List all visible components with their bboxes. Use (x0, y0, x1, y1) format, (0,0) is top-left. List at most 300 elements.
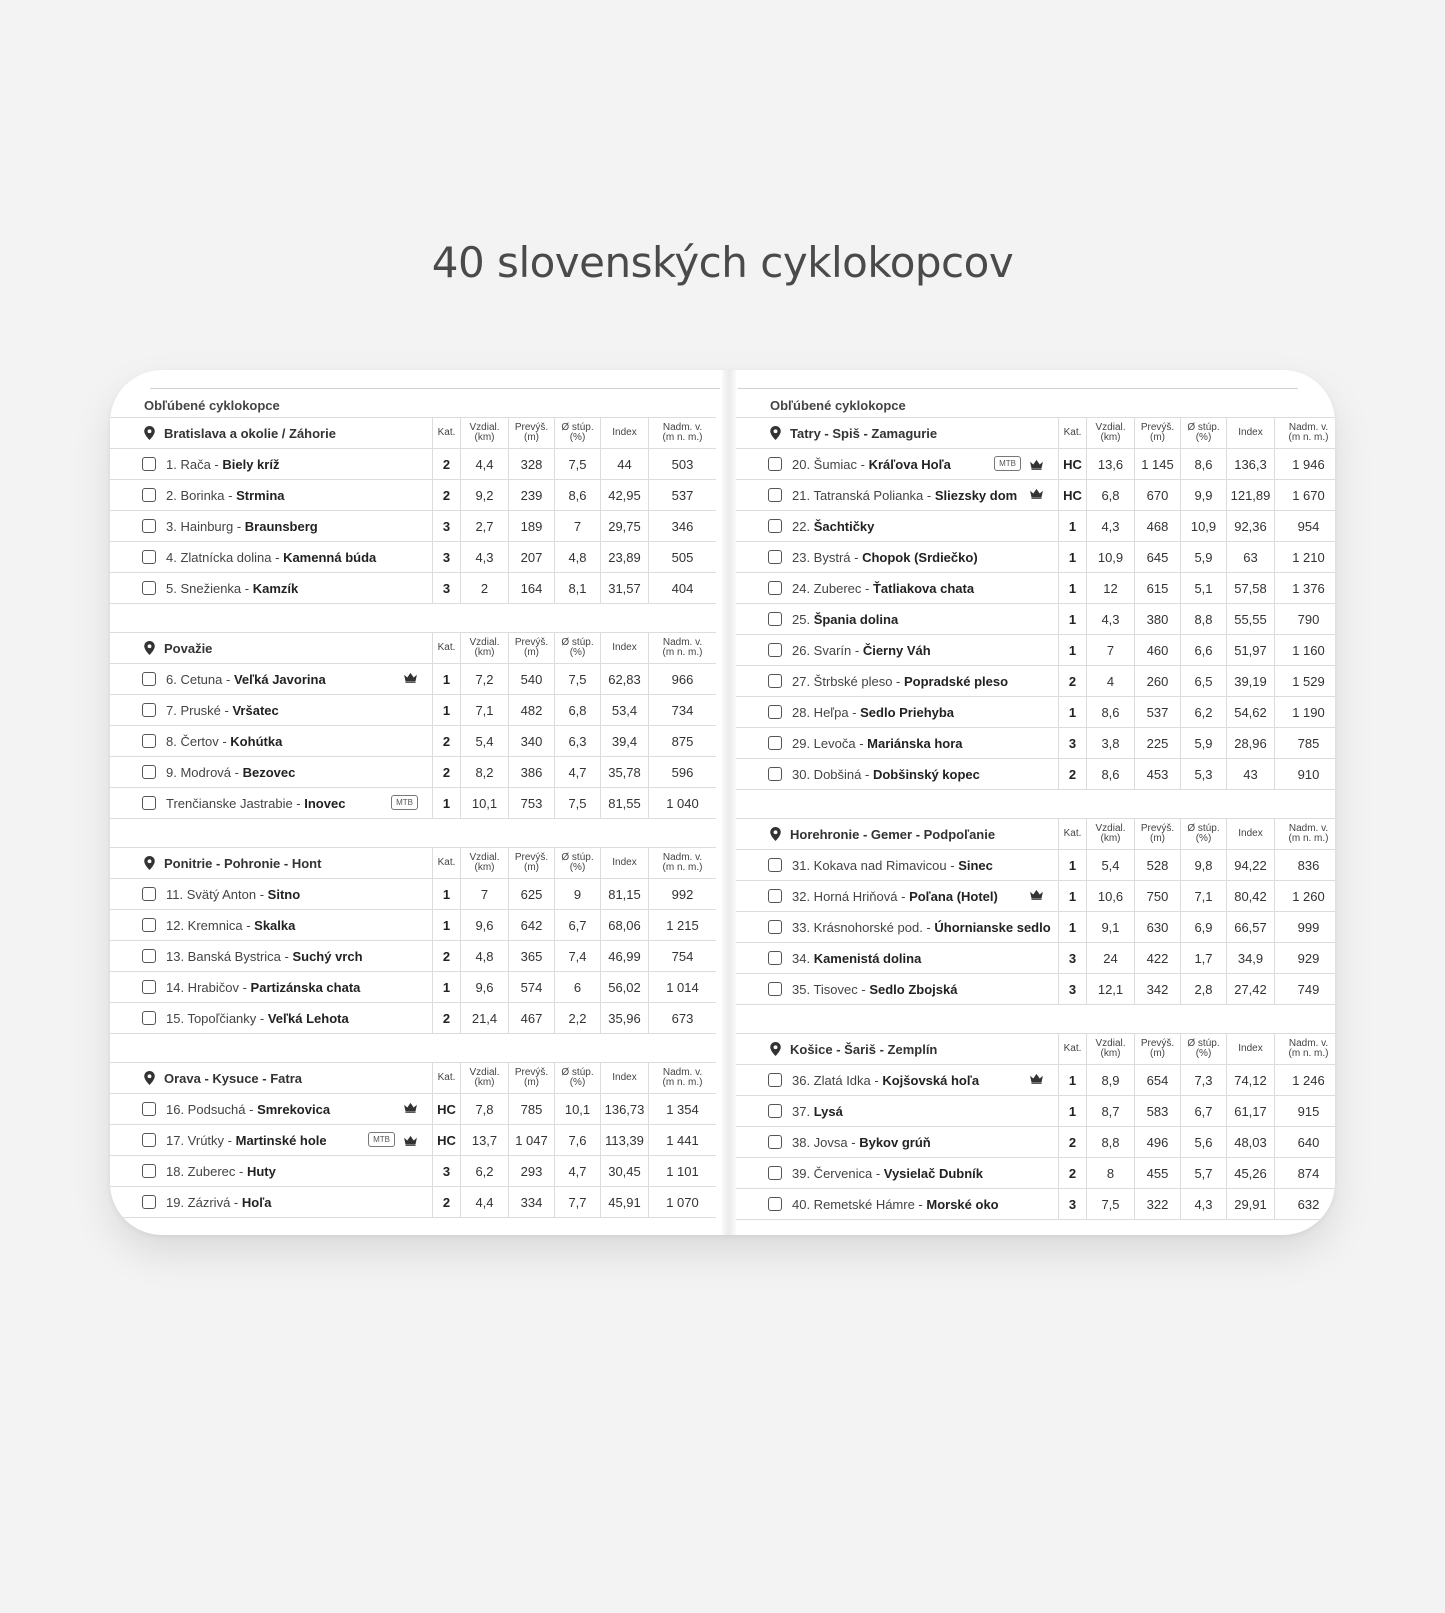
climb-name (166, 796, 345, 811)
climb-row (736, 1127, 1335, 1158)
checkbox[interactable] (142, 887, 156, 901)
col-distance-header: Vzdial. (km) (1086, 1034, 1134, 1064)
checkbox[interactable] (768, 951, 782, 965)
elevation-cell: 615 (1134, 573, 1180, 603)
index-cell: 54,62 (1226, 697, 1274, 727)
region-cell (110, 418, 432, 448)
altitude-cell: 999 (1274, 912, 1335, 942)
climb-start: 23. Bystrá - (792, 549, 863, 565)
kat-cell: 1 (1058, 912, 1086, 942)
altitude-cell: 1 946 (1274, 449, 1335, 479)
distance-cell: 7 (1086, 635, 1134, 665)
checkbox[interactable] (768, 736, 782, 750)
checkbox[interactable] (768, 581, 782, 595)
checkbox[interactable] (142, 1195, 156, 1209)
elevation-cell: 467 (508, 1003, 554, 1033)
checkbox[interactable] (142, 734, 156, 748)
climb-row (736, 912, 1335, 943)
climb-row (110, 1187, 716, 1218)
checkbox[interactable] (142, 765, 156, 779)
climb-name-cell (736, 759, 1058, 789)
col-elevation-header: Prevýš. (m) (508, 848, 554, 878)
kat-cell: 1 (432, 910, 460, 940)
altitude-cell: 875 (648, 726, 716, 756)
climb-start: 24. Zuberec - (792, 580, 873, 596)
climb-name-cell (736, 1096, 1058, 1126)
kat-cell: HC (432, 1094, 460, 1124)
kat-cell: 1 (1058, 1096, 1086, 1126)
climb-summit: Kráľova Hoľa (868, 456, 951, 472)
location-pin-icon (770, 426, 781, 440)
badges (391, 795, 418, 810)
climb-row (110, 788, 716, 819)
col-elevation-header: Prevýš. (m) (1134, 418, 1180, 448)
badges (368, 1132, 418, 1147)
kat-cell: 3 (1058, 974, 1086, 1004)
section-header-row (736, 417, 1335, 449)
elevation-cell: 239 (508, 480, 554, 510)
climb-name (792, 951, 921, 966)
distance-cell: 12 (1086, 573, 1134, 603)
elevation-cell: 540 (508, 664, 554, 694)
distance-cell: 12,1 (1086, 974, 1134, 1004)
climb-row (110, 695, 716, 726)
badges (1029, 487, 1044, 498)
climb-name-cell (736, 480, 1058, 510)
climb-name-cell (110, 972, 432, 1002)
kat-cell: 1 (432, 664, 460, 694)
page-heading: 40 slovenských cyklokopcov (431, 238, 1014, 287)
climb-summit: Strmina (236, 487, 285, 503)
section-header-row (110, 632, 716, 664)
checkbox[interactable] (142, 1102, 156, 1116)
distance-cell: 4,3 (460, 542, 508, 572)
checkbox[interactable] (768, 674, 782, 688)
checkbox[interactable] (768, 550, 782, 564)
col-altitude-header: Nadm. v. (m n. m.) (648, 1063, 716, 1093)
climb-name (792, 457, 951, 472)
region-section (736, 818, 1335, 1005)
climb-row (110, 1125, 716, 1156)
climb-row (736, 728, 1335, 759)
climb-row (736, 881, 1335, 912)
altitude-cell: 673 (648, 1003, 716, 1033)
distance-cell: 8,2 (460, 757, 508, 787)
climb-name-cell (736, 604, 1058, 634)
index-cell: 121,89 (1226, 480, 1274, 510)
section-header-row (110, 847, 716, 879)
climb-summit: Sliezsky dom (934, 487, 1018, 503)
checkbox[interactable] (142, 488, 156, 502)
page-title: Obľúbené cyklokopce (770, 398, 906, 413)
distance-cell: 4,4 (460, 449, 508, 479)
crown-icon (1029, 487, 1044, 498)
climb-row (736, 759, 1335, 790)
climb-name-cell (736, 728, 1058, 758)
elevation-cell: 225 (1134, 728, 1180, 758)
page-title: Obľúbené cyklokopce (144, 398, 280, 413)
climb-row (110, 1003, 716, 1034)
climb-start: 22. (792, 518, 814, 534)
altitude-cell: 790 (1274, 604, 1335, 634)
distance-cell: 7 (460, 879, 508, 909)
index-cell: 45,26 (1226, 1158, 1274, 1188)
climb-name-cell (736, 1158, 1058, 1188)
climb-name (792, 612, 898, 627)
climb-start: 36. Zlatá Idka - (792, 1072, 883, 1088)
col-index-header: Index (1226, 819, 1274, 849)
region-section (736, 1033, 1335, 1220)
gradient-cell: 7,5 (554, 788, 600, 818)
badges (403, 671, 418, 682)
altitude-cell: 1 101 (648, 1156, 716, 1186)
climb-name-cell (736, 1189, 1058, 1219)
climb-row (736, 542, 1335, 573)
checkbox[interactable] (768, 982, 782, 996)
col-altitude-header: Nadm. v. (m n. m.) (648, 418, 716, 448)
climb-name-cell (110, 1125, 432, 1155)
col-elevation-header: Prevýš. (m) (508, 633, 554, 663)
climb-row (110, 972, 716, 1003)
climb-name-cell (736, 850, 1058, 880)
climb-start: 3. Hainburg - (166, 518, 245, 534)
distance-cell: 3,8 (1086, 728, 1134, 758)
climb-start: 25. (792, 611, 814, 627)
climb-start: 31. Kokava nad Rimavicou - (792, 857, 959, 873)
climb-name-cell (110, 1003, 432, 1033)
climb-summit: Partizánska chata (250, 979, 361, 995)
col-altitude-header: Nadm. v. (m n. m.) (648, 633, 716, 663)
climb-start: 9. Modrová - (166, 764, 243, 780)
kat-cell: 2 (432, 480, 460, 510)
gradient-cell: 7,7 (554, 1187, 600, 1217)
elevation-cell: 630 (1134, 912, 1180, 942)
elevation-cell: 625 (508, 879, 554, 909)
distance-cell: 13,6 (1086, 449, 1134, 479)
climb-name-cell (736, 542, 1058, 572)
section-gap (736, 790, 1335, 818)
checkbox[interactable] (768, 920, 782, 934)
col-kat-header: Kat. (1058, 1034, 1086, 1064)
index-cell: 136,3 (1226, 449, 1274, 479)
checkbox[interactable] (768, 767, 782, 781)
gradient-cell: 8,1 (554, 573, 600, 603)
distance-cell: 10,1 (460, 788, 508, 818)
elevation-cell: 189 (508, 511, 554, 541)
altitude-cell: 1 670 (1274, 480, 1335, 510)
col-altitude-header: Nadm. v. (m n. m.) (1274, 819, 1335, 849)
col-kat-header: Kat. (1058, 418, 1086, 448)
kat-cell: HC (1058, 449, 1086, 479)
climb-row (110, 910, 716, 941)
altitude-cell: 1 376 (1274, 573, 1335, 603)
gradient-cell: 7,4 (554, 941, 600, 971)
climb-name (792, 674, 1008, 689)
checkbox[interactable] (142, 1164, 156, 1178)
climb-row (110, 511, 716, 542)
gradient-cell: 6,9 (1180, 912, 1226, 942)
distance-cell: 13,7 (460, 1125, 508, 1155)
checkbox[interactable] (768, 858, 782, 872)
climb-name (166, 672, 326, 687)
checkbox[interactable] (768, 1104, 782, 1118)
climb-name-cell (736, 943, 1058, 973)
climb-name-cell (110, 573, 432, 603)
climb-name (166, 703, 279, 718)
distance-cell: 5,4 (460, 726, 508, 756)
climb-name-cell (110, 1094, 432, 1124)
climb-row (736, 943, 1335, 974)
altitude-cell: 1 215 (648, 910, 716, 940)
climb-name-cell (110, 788, 432, 818)
gradient-cell: 2,8 (1180, 974, 1226, 1004)
climb-row (736, 511, 1335, 542)
kat-cell: 1 (1058, 635, 1086, 665)
index-cell: 113,39 (600, 1125, 648, 1155)
climb-row (736, 449, 1335, 480)
mtb-badge: MTB (391, 795, 418, 810)
col-kat-header: Kat. (1058, 819, 1086, 849)
gradient-cell: 9,9 (1180, 480, 1226, 510)
climb-name-cell (736, 666, 1058, 696)
index-cell: 39,19 (1226, 666, 1274, 696)
altitude-cell: 632 (1274, 1189, 1335, 1219)
climb-name (792, 1135, 931, 1150)
section-header-row (736, 818, 1335, 850)
checkbox[interactable] (142, 1011, 156, 1025)
climb-name (792, 920, 1051, 935)
climb-summit: Poľana (Hotel) (909, 888, 998, 904)
climb-start: 17. Vrútky - (166, 1132, 236, 1148)
index-cell: 45,91 (600, 1187, 648, 1217)
checkbox[interactable] (768, 1197, 782, 1211)
distance-cell: 4 (1086, 666, 1134, 696)
climb-start: 34. (792, 950, 814, 966)
checkbox[interactable] (768, 1166, 782, 1180)
altitude-cell: 505 (648, 542, 716, 572)
section-gap (736, 1005, 1335, 1033)
distance-cell: 9,6 (460, 910, 508, 940)
elevation-cell: 460 (1134, 635, 1180, 665)
distance-cell: 2 (460, 573, 508, 603)
col-kat-header: Kat. (432, 418, 460, 448)
climb-row (110, 449, 716, 480)
gradient-cell: 8,6 (554, 480, 600, 510)
region-cell (736, 819, 1058, 849)
checkbox[interactable] (142, 672, 156, 686)
elevation-cell: 455 (1134, 1158, 1180, 1188)
region-name: Považie (164, 640, 213, 656)
col-elevation-header: Prevýš. (m) (1134, 1034, 1180, 1064)
climb-summit: Morské oko (926, 1196, 999, 1212)
gradient-cell: 8,8 (1180, 604, 1226, 634)
climb-row (736, 697, 1335, 728)
climb-row (736, 1189, 1335, 1220)
climb-row (110, 1094, 716, 1125)
distance-cell: 6,2 (460, 1156, 508, 1186)
climb-summit: Huty (246, 1163, 276, 1179)
gradient-cell: 6,8 (554, 695, 600, 725)
climb-start: 19. Zázrivá - (166, 1194, 242, 1210)
elevation-cell: 1 047 (508, 1125, 554, 1155)
region-name: Košice - Šariš - Zemplín (790, 1041, 938, 1057)
climb-start: 14. Hrabičov - (166, 979, 251, 995)
kat-cell: 1 (1058, 697, 1086, 727)
climb-name (792, 982, 957, 997)
index-cell: 66,57 (1226, 912, 1274, 942)
climb-summit: Kohútka (230, 733, 283, 749)
climb-summit: Suchý vrch (292, 948, 363, 964)
checkbox[interactable] (142, 980, 156, 994)
climb-row (736, 1158, 1335, 1189)
checkbox[interactable] (768, 1073, 782, 1087)
kat-cell: 1 (432, 879, 460, 909)
elevation-cell: 334 (508, 1187, 554, 1217)
gradient-cell: 7,5 (554, 449, 600, 479)
climb-start: 1. Rača - (166, 456, 223, 472)
kat-cell: 2 (432, 726, 460, 756)
region-section (110, 1062, 716, 1218)
checkbox[interactable] (142, 581, 156, 595)
index-cell: 62,83 (600, 664, 648, 694)
gradient-cell: 8,6 (1180, 449, 1226, 479)
climb-start: 2. Borinka - (166, 487, 237, 503)
col-distance-header: Vzdial. (km) (1086, 819, 1134, 849)
altitude-cell: 915 (1274, 1096, 1335, 1126)
checkbox[interactable] (768, 457, 782, 471)
checkbox[interactable] (768, 519, 782, 533)
kat-cell: 3 (1058, 943, 1086, 973)
checkbox[interactable] (768, 705, 782, 719)
climb-name-cell (110, 695, 432, 725)
checkbox[interactable] (768, 643, 782, 657)
altitude-cell: 734 (648, 695, 716, 725)
index-cell: 74,12 (1226, 1065, 1274, 1095)
col-kat-header: Kat. (432, 848, 460, 878)
elevation-cell: 482 (508, 695, 554, 725)
climb-name-cell (736, 881, 1058, 911)
checkbox[interactable] (142, 1133, 156, 1147)
col-gradient-header: Ø stúp. (%) (554, 418, 600, 448)
altitude-cell: 836 (1274, 850, 1335, 880)
index-cell: 55,55 (1226, 604, 1274, 634)
climb-summit: Úhornianske sedlo (934, 919, 1051, 935)
checkbox[interactable] (768, 612, 782, 626)
climb-summit: Ťatliakova chata (872, 580, 975, 596)
climb-start: 37. (792, 1103, 814, 1119)
kat-cell: 3 (432, 542, 460, 572)
gradient-cell: 7,1 (1180, 881, 1226, 911)
checkbox[interactable] (142, 457, 156, 471)
climb-name-cell (110, 1187, 432, 1217)
elevation-cell: 380 (1134, 604, 1180, 634)
kat-cell: 1 (1058, 604, 1086, 634)
climb-name (166, 457, 279, 472)
left-page (110, 370, 716, 1235)
book-spine (722, 370, 736, 1235)
climb-name (166, 1195, 271, 1210)
climb-row (110, 480, 716, 511)
climb-row (736, 666, 1335, 697)
region-section (110, 417, 716, 604)
checkbox[interactable] (142, 550, 156, 564)
checkbox[interactable] (142, 703, 156, 717)
altitude-cell: 1 246 (1274, 1065, 1335, 1095)
climb-row (736, 635, 1335, 666)
gradient-cell: 5,9 (1180, 542, 1226, 572)
col-kat-header: Kat. (432, 1063, 460, 1093)
climb-start: 32. Horná Hriňová - (792, 888, 910, 904)
climb-start: 29. Levoča - (792, 735, 868, 751)
checkbox[interactable] (142, 918, 156, 932)
elevation-cell: 386 (508, 757, 554, 787)
elevation-cell: 654 (1134, 1065, 1180, 1095)
climb-summit: Popradské pleso (904, 673, 1009, 689)
climb-name-cell (736, 635, 1058, 665)
climb-name-cell (736, 974, 1058, 1004)
climb-start: 40. Remetské Hámre - (792, 1196, 927, 1212)
distance-cell: 9,1 (1086, 912, 1134, 942)
crown-icon (403, 1134, 418, 1145)
elevation-cell: 537 (1134, 697, 1180, 727)
col-gradient-header: Ø stúp. (%) (1180, 1034, 1226, 1064)
index-cell: 57,58 (1226, 573, 1274, 603)
right-page (736, 370, 1335, 1235)
distance-cell: 10,9 (1086, 542, 1134, 572)
climb-summit: Biely kríž (222, 456, 280, 472)
checkbox[interactable] (768, 488, 782, 502)
climb-summit: Mariánska hora (867, 735, 963, 751)
col-altitude-header: Nadm. v. (m n. m.) (648, 848, 716, 878)
kat-cell: 3 (1058, 728, 1086, 758)
climb-start: 33. Krásnohorské pod. - (792, 919, 935, 935)
location-pin-icon (770, 827, 781, 841)
climb-summit: Bykov grúň (859, 1134, 931, 1150)
kat-cell: 3 (1058, 1189, 1086, 1219)
climb-start: Trenčianske Jastrabie - (166, 795, 305, 811)
altitude-cell: 1 354 (648, 1094, 716, 1124)
climb-name (792, 643, 931, 658)
elevation-cell: 642 (508, 910, 554, 940)
section-header-row (110, 1062, 716, 1094)
badges (1029, 1072, 1044, 1083)
checkbox[interactable] (142, 949, 156, 963)
checkbox[interactable] (768, 889, 782, 903)
kat-cell: 1 (1058, 1065, 1086, 1095)
climb-summit: Hoľa (241, 1194, 272, 1210)
kat-cell: 2 (432, 1003, 460, 1033)
elevation-cell: 260 (1134, 666, 1180, 696)
checkbox[interactable] (142, 519, 156, 533)
climb-summit: Braunsberg (244, 518, 318, 534)
gradient-cell: 10,1 (554, 1094, 600, 1124)
index-cell: 35,96 (600, 1003, 648, 1033)
section-gap (110, 1034, 716, 1062)
kat-cell: 2 (1058, 666, 1086, 696)
location-pin-icon (144, 1071, 155, 1085)
checkbox[interactable] (768, 1135, 782, 1149)
distance-cell: 24 (1086, 943, 1134, 973)
checkbox[interactable] (142, 796, 156, 810)
distance-cell: 8,7 (1086, 1096, 1134, 1126)
climb-row (736, 573, 1335, 604)
distance-cell: 5,4 (1086, 850, 1134, 880)
climb-summit: Veľká Javorina (233, 671, 326, 687)
kat-cell: 1 (1058, 542, 1086, 572)
climb-name (792, 736, 963, 751)
col-gradient-header: Ø stúp. (%) (1180, 819, 1226, 849)
kat-cell: 2 (1058, 759, 1086, 789)
